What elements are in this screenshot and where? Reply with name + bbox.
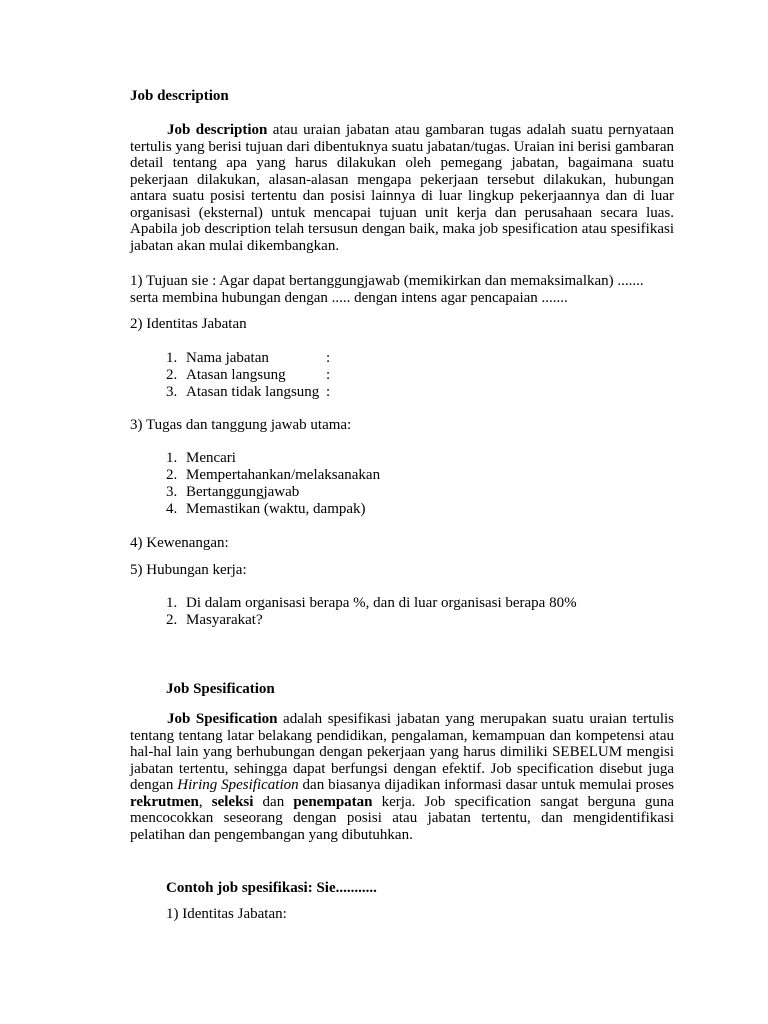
spec-text-4: dan — [253, 793, 294, 810]
list-item — [166, 501, 466, 518]
item-label: Nama jabatan — [186, 350, 269, 366]
spec-text-1: adalah spesifikasi jabatan yang merupakan suatu uraian tertulis tentang tentang latar belakang pendidikan, pengalaman, kemampuan dan kompetensi atau hal-hal lain yang berhubungan dengan pekerjaan yang harus dimiliki SEBELUM mengisi jabatan tertentu, sehingga dapat berfungsi dengan efektif. Job specification disebut juga dengan — [130, 711, 674, 793]
section-4-heading: 4) Kewenangan: — [130, 535, 229, 551]
section-5-list — [166, 595, 646, 629]
item-number: 2. — [166, 367, 178, 383]
item-label: Atasan tidak langsung — [186, 384, 320, 400]
spec-text-5: kerja. Job specification sangat berguna guna mencocokkan seseorang dengan posisi atau jabatan tertentu, dan mengidentifikasi pelatihan dan pengembangan yang dibutuhkan. — [130, 793, 674, 843]
item-label: Bertanggungjawab — [186, 484, 300, 500]
item-label: Atasan langsung — [186, 367, 286, 383]
item-number: 1. — [166, 350, 178, 366]
item-label: Mencari — [186, 450, 236, 466]
spec-italic-term: Hiring Spesification — [177, 777, 299, 793]
list-item — [166, 450, 466, 467]
spec-term-penempatan: penempatan — [293, 793, 373, 810]
intro-text: atau uraian jabatan atau gambaran tugas adalah suatu pernyataan tertulis yang berisi tujuan dari dibentuknya suatu jabatan/tugas. Uraian ini berisi gambaran detail tentang apa yang harus dilakukan oleh pemegang jabatan, bagaimana suatu pekerjaan dilakukan, alasan-alasan mengapa pekerjaan tersebut dilakukan, hubungan antara suatu posisi tertentu dan posisi lainnya di luar lingkup pekerjaannya dan di luar organisasi (eksternal) untuk mencapai tujuan unit kerja dan perusahaan secara luas. Apabila job description telah tersusun dengan baik, maka job spesification atau spesifikasi jabatan akan mulai dikembangkan. — [130, 122, 675, 254]
item-number: 1. — [166, 450, 178, 466]
spec-text-3: , — [198, 793, 212, 810]
section-3-heading: 3) Tugas dan tanggung jawab utama: — [130, 417, 352, 433]
intro-paragraph — [130, 122, 674, 254]
section-1-line-1: 1) Tujuan sie : Agar dapat bertanggungjawab (memikirkan dan memaksimalkan) ....... — [130, 273, 644, 289]
item-number: 3. — [166, 384, 178, 400]
example-heading: Contoh job spesifikasi: Sie........... — [166, 880, 377, 896]
item-number: 4. — [166, 501, 178, 517]
list-item — [166, 367, 366, 384]
item-label: Masyarakat? — [186, 612, 263, 628]
spec-term-seleksi: seleksi — [211, 793, 254, 810]
spec-term-rekrutmen: rekrutmen — [130, 793, 199, 810]
item-label: Mempertahankan/melaksanakan — [186, 467, 381, 483]
document-title: Job description — [130, 88, 229, 104]
example-item-1: 1) Identitas Jabatan: — [166, 906, 287, 922]
item-number: 3. — [166, 484, 178, 500]
list-item — [166, 595, 646, 612]
section-3-list — [166, 450, 466, 518]
spec-heading: Job Spesification — [166, 681, 275, 697]
section-1-line-2: serta membina hubungan dengan ..... dengan intens agar pencapaian ....... — [130, 289, 568, 306]
section-5-heading: 5) Hubungan kerja: — [130, 562, 247, 578]
section-2-heading: 2) Identitas Jabatan — [130, 316, 247, 332]
list-item — [166, 612, 646, 629]
list-item — [166, 467, 466, 484]
list-item — [166, 350, 366, 367]
list-item — [166, 484, 466, 501]
item-number: 2. — [166, 467, 178, 483]
list-item — [166, 384, 366, 401]
item-number: 1. — [166, 595, 178, 611]
section-2-list — [166, 350, 366, 401]
spec-paragraph — [130, 711, 674, 843]
item-colon: : — [326, 367, 331, 383]
item-label: Memastikan (waktu, dampak) — [186, 501, 366, 517]
spec-text-2: dan biasanya dijadikan informasi dasar untuk memulai proses — [298, 777, 674, 793]
intro-lead: Job description — [167, 122, 268, 138]
section-1 — [130, 273, 644, 306]
spec-lead: Job Spesification — [167, 711, 278, 727]
item-colon: : — [326, 350, 331, 366]
item-colon: : — [326, 384, 331, 400]
item-number: 2. — [166, 612, 178, 628]
item-label: Di dalam organisasi berapa %, dan di luar organisasi berapa 80% — [186, 595, 577, 611]
